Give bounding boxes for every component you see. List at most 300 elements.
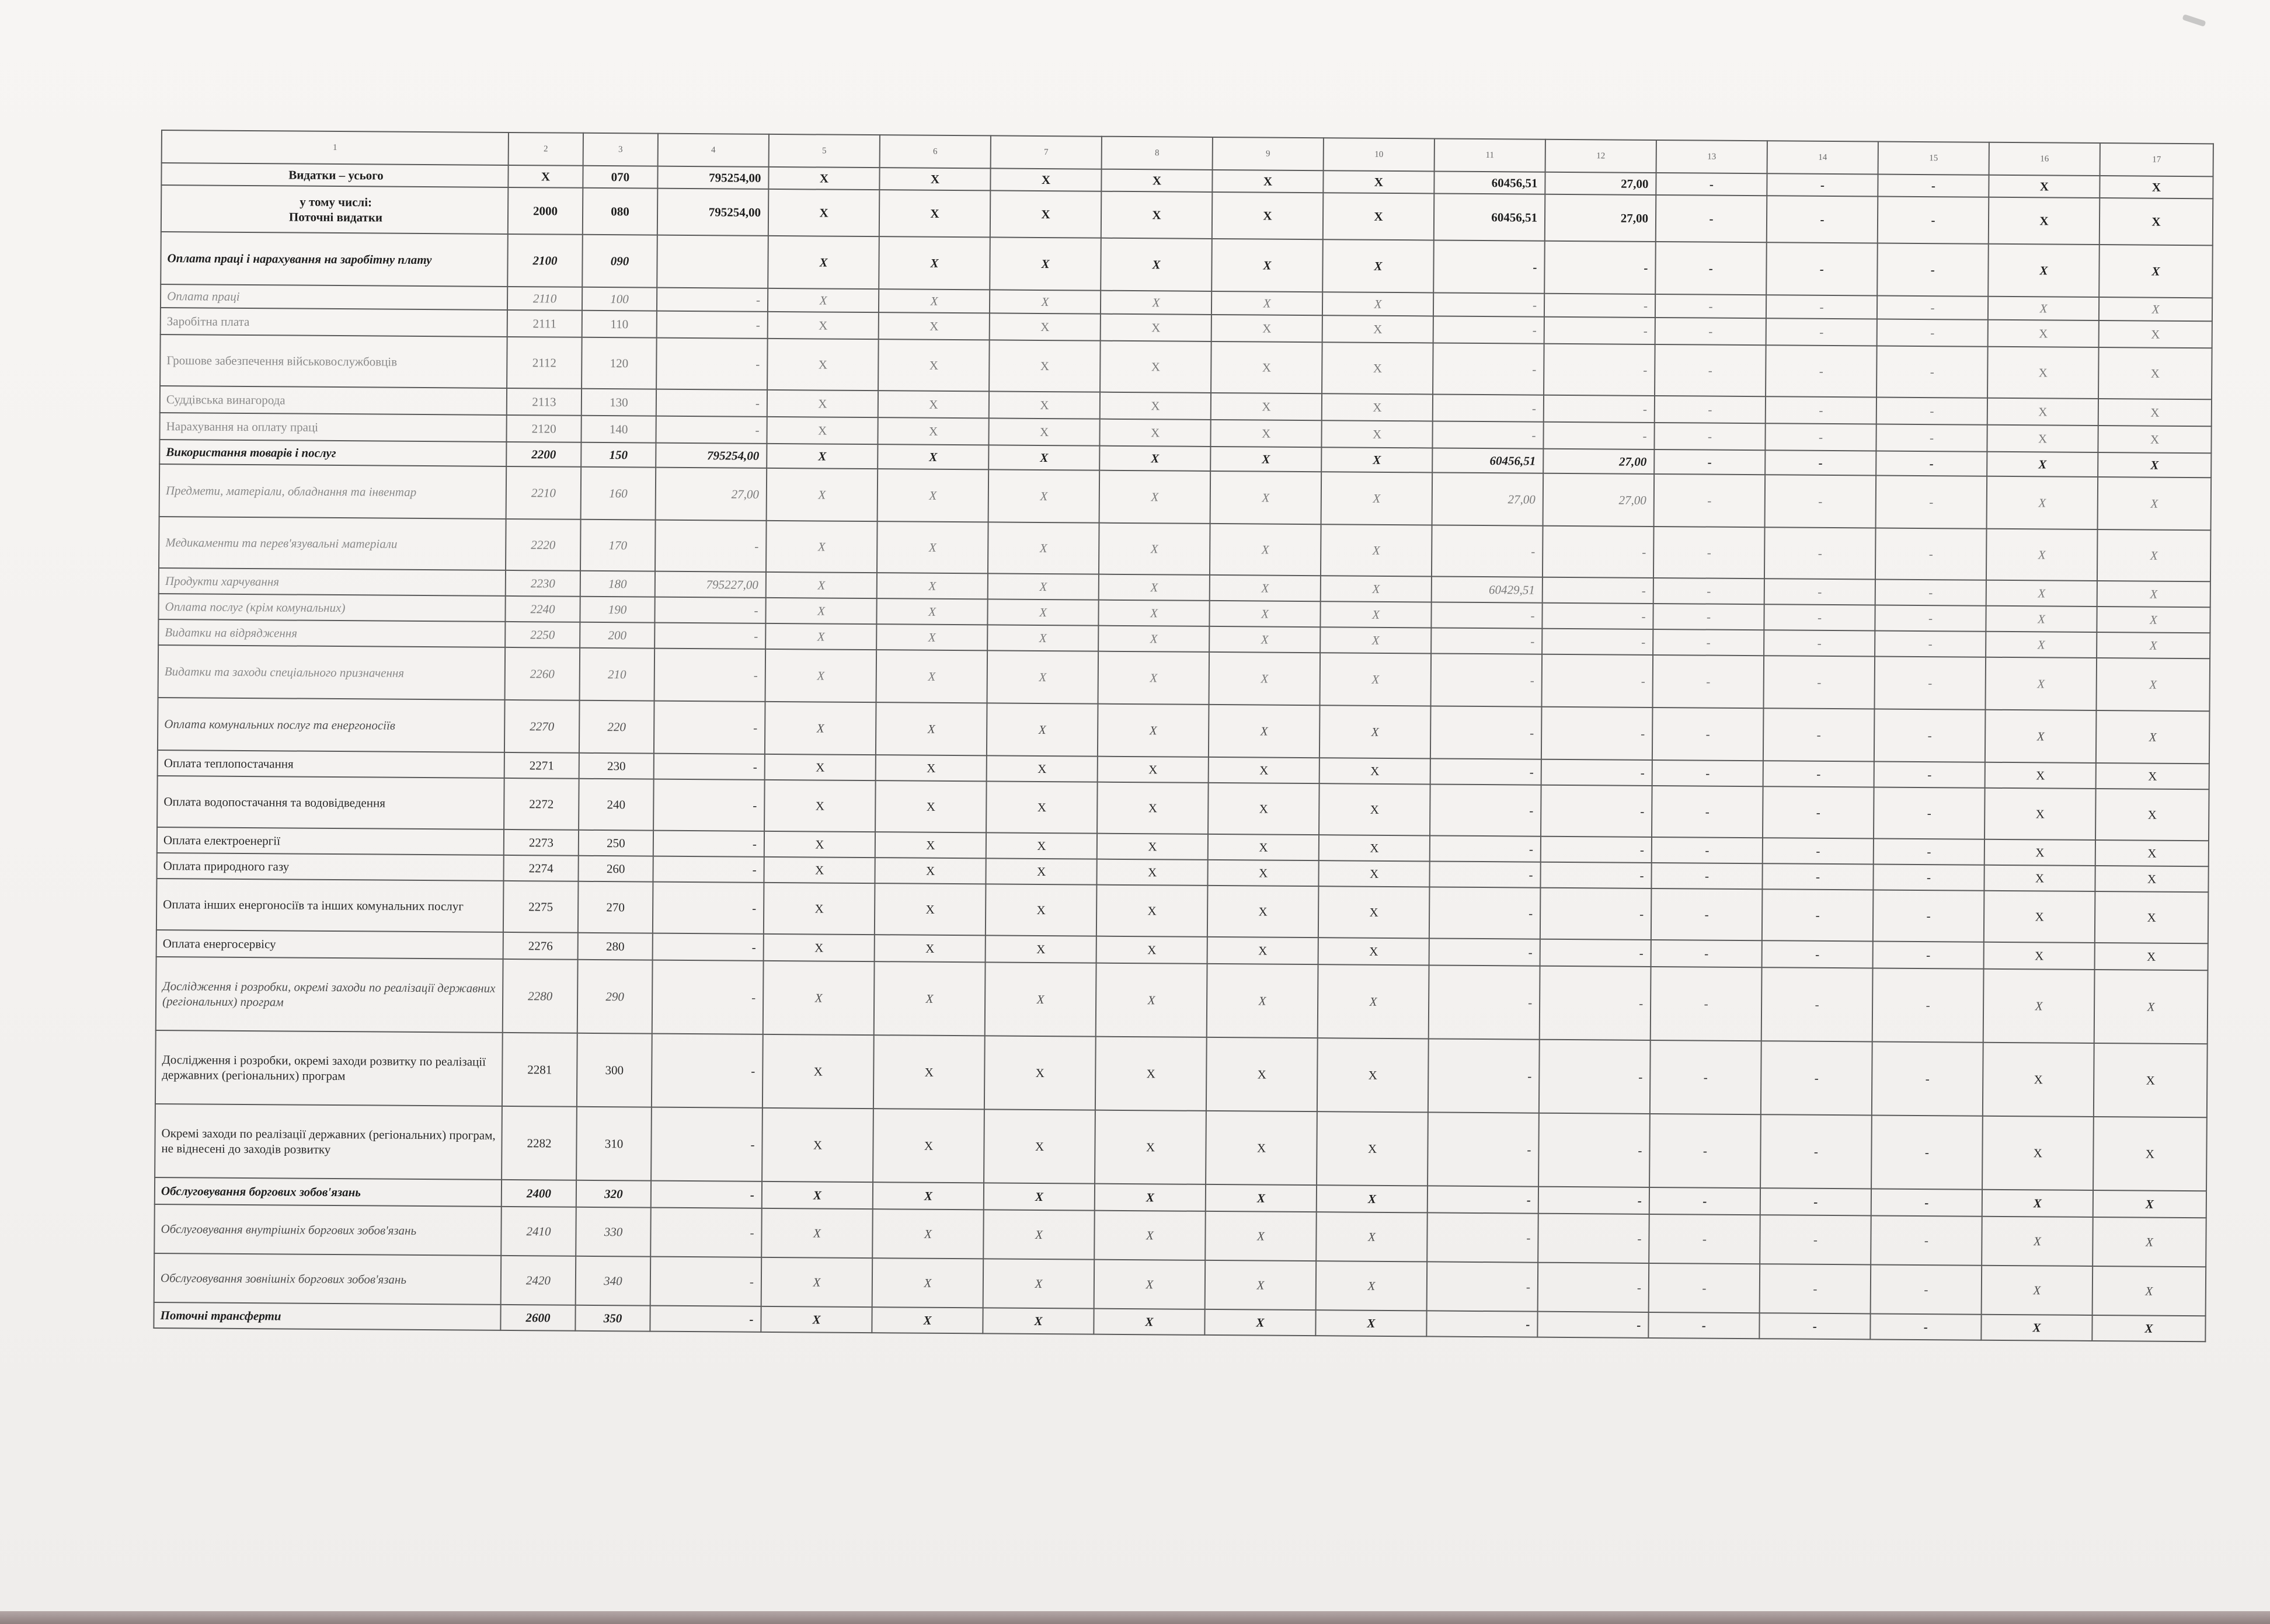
cell-c12: - — [1544, 241, 1656, 294]
cell-c15: - — [1872, 968, 1984, 1042]
cell-c13: - — [1651, 967, 1762, 1041]
cell-c13: - — [1648, 1312, 1759, 1339]
cell-c6: Х — [875, 935, 986, 962]
cell-c13: - — [1653, 629, 1764, 656]
cell-kekv: 2420 — [501, 1256, 576, 1305]
column-number-2: 2 — [509, 133, 583, 166]
cell-c10: Х — [1319, 705, 1431, 758]
cell-c9: Х — [1205, 1260, 1317, 1310]
cell-c16: Х — [1987, 452, 2098, 477]
row-name-cell: Видатки – усього — [161, 163, 508, 187]
cell-c4: - — [654, 597, 765, 623]
cell-c10: Х — [1317, 1111, 1428, 1186]
cell-c6: Х — [875, 832, 986, 858]
cell-c12: - — [1542, 603, 1653, 629]
cell-c8: Х — [1095, 1037, 1207, 1111]
cell-c17: Х — [2096, 710, 2210, 764]
cell-c12: - — [1538, 1113, 1650, 1187]
cell-c7: Х — [990, 313, 1101, 340]
cell-c5: Х — [764, 831, 875, 858]
cell-c7: Х — [984, 1109, 1095, 1183]
cell-kekv: 2230 — [506, 570, 580, 597]
cell-c15: - — [1875, 579, 1986, 605]
cell-c15: - — [1874, 787, 1985, 839]
cell-c13: - — [1651, 863, 1762, 889]
row-name-cell: Оплата теплопостачання — [158, 750, 504, 778]
column-number-15: 15 — [1878, 142, 1989, 175]
cell-c17: Х — [2092, 1315, 2205, 1341]
cell-c11: 60456,51 — [1434, 171, 1545, 194]
cell-c13: - — [1655, 242, 1767, 295]
cell-c14: - — [1764, 527, 1876, 579]
row-name-cell: Медикаменти та перев'язувальні матеріали — [159, 517, 506, 570]
row-name-cell: Оплата праці — [161, 284, 507, 310]
cell-code: 280 — [578, 933, 653, 960]
cell-c10: Х — [1322, 292, 1433, 316]
cell-c15: - — [1877, 319, 1988, 346]
cell-c10: Х — [1318, 860, 1429, 887]
cell-c7: Х — [983, 1308, 1094, 1334]
cell-c7: Х — [986, 884, 1097, 936]
cell-c4: 795254,00 — [657, 189, 769, 236]
column-number-9: 9 — [1213, 137, 1324, 170]
cell-c17: Х — [2095, 789, 2209, 841]
row-name-cell: Нарахування на оплату праці — [159, 413, 506, 442]
cell-c6: Х — [872, 1307, 983, 1333]
cell-c13: - — [1649, 1214, 1760, 1264]
cell-c12: - — [1544, 317, 1655, 344]
cell-c16: Х — [1985, 762, 2096, 789]
cell-c5: Х — [762, 1108, 873, 1182]
cell-c4: - — [654, 623, 765, 649]
column-number-17: 17 — [2100, 143, 2213, 176]
cell-c13: - — [1653, 604, 1764, 630]
cell-c6: Х — [876, 702, 987, 755]
cell-c17: Х — [2098, 347, 2212, 399]
cell-c14: - — [1759, 1313, 1870, 1339]
cell-c17: Х — [2095, 866, 2208, 892]
cell-c8: Х — [1101, 291, 1211, 315]
cell-c9: Х — [1212, 170, 1323, 193]
cell-code: 150 — [581, 442, 656, 468]
cell-c16: Х — [1982, 1266, 2093, 1315]
cell-kekv: 2400 — [502, 1180, 576, 1207]
cell-c6: Х — [876, 598, 987, 625]
cell-c16: Х — [1983, 969, 2095, 1043]
cell-c11: - — [1430, 653, 1542, 706]
cell-c12: - — [1540, 862, 1651, 888]
cell-c5: Х — [767, 417, 878, 444]
row-name-cell: Заробітна плата — [161, 308, 507, 337]
cell-c9: Х — [1212, 192, 1324, 239]
cell-kekv: 2600 — [500, 1305, 575, 1331]
row-name-cell: Оплата праці і нарахування на заробітну плату — [161, 232, 508, 287]
cell-c13: - — [1653, 527, 1765, 578]
cell-code: 250 — [579, 830, 653, 856]
cell-c15: - — [1870, 1313, 1981, 1340]
cell-code: 180 — [580, 571, 655, 597]
cell-c16: Х — [1985, 657, 2097, 710]
cell-c16: Х — [1986, 606, 2097, 632]
cell-c11: - — [1433, 394, 1544, 421]
cell-code: 240 — [579, 779, 654, 831]
cell-c16: Х — [1983, 1043, 2094, 1117]
cell-c14: - — [1763, 786, 1874, 838]
cell-c10: Х — [1321, 472, 1433, 525]
cell-c17: Х — [2094, 970, 2208, 1044]
cell-c12: - — [1540, 966, 1651, 1040]
cell-c10: Х — [1318, 964, 1429, 1038]
cell-c10: Х — [1315, 1310, 1426, 1336]
cell-c7: Х — [985, 962, 1096, 1036]
cell-c15: - — [1871, 1264, 1982, 1314]
cell-c15: - — [1871, 1115, 1983, 1189]
cell-c5: Х — [768, 236, 879, 289]
cell-kekv: 2275 — [503, 881, 579, 933]
cell-c10: Х — [1321, 524, 1432, 576]
cell-c11: - — [1433, 292, 1544, 316]
cell-c5: Х — [764, 857, 875, 883]
cell-c15: - — [1874, 761, 1985, 787]
cell-c13: - — [1650, 1040, 1761, 1114]
row-name-cell: Оплата природного газу — [156, 853, 503, 881]
cell-c14: - — [1766, 345, 1877, 397]
cell-c17: Х — [2093, 1266, 2206, 1316]
cell-c9: Х — [1211, 393, 1322, 420]
cell-c5: Х — [764, 883, 875, 935]
cell-code: 130 — [582, 389, 656, 416]
cell-c15: - — [1878, 175, 1989, 197]
cell-c7: Х — [987, 625, 1098, 651]
cell-kekv: 2113 — [507, 388, 582, 416]
cell-c16: Х — [1988, 297, 2099, 320]
cell-c15: - — [1876, 424, 1987, 451]
cell-c9: Х — [1209, 652, 1321, 705]
cell-c13: - — [1655, 396, 1766, 423]
cell-c17: Х — [2093, 1217, 2206, 1267]
cell-code: 070 — [583, 166, 657, 189]
cell-c14: - — [1760, 1215, 1871, 1264]
cell-c9: Х — [1208, 783, 1319, 835]
cell-c11: - — [1430, 706, 1542, 759]
column-number-3: 3 — [583, 133, 658, 166]
cell-c12: - — [1537, 1312, 1648, 1338]
cell-c16: Х — [1984, 839, 2095, 866]
column-number-4: 4 — [658, 134, 769, 167]
cell-c14: - — [1765, 450, 1876, 475]
cell-c15: - — [1874, 656, 1986, 709]
cell-code: 270 — [578, 881, 653, 933]
cell-c17: Х — [2098, 399, 2212, 426]
cell-c16: Х — [1984, 788, 2096, 840]
cell-c8: Х — [1101, 314, 1211, 341]
cell-c17: Х — [2097, 581, 2210, 607]
cell-c17: Х — [2097, 632, 2210, 658]
cell-c14: - — [1762, 940, 1873, 968]
cell-c17: Х — [2099, 297, 2212, 321]
cell-c6: Х — [878, 339, 990, 391]
cell-c15: - — [1872, 1041, 1983, 1116]
cell-c11: - — [1433, 240, 1545, 293]
cell-c11: - — [1431, 602, 1542, 628]
cell-c9: Х — [1211, 291, 1322, 315]
cell-c4: - — [654, 649, 766, 702]
cell-c14: - — [1763, 656, 1875, 709]
column-number-12: 12 — [1545, 140, 1656, 173]
cell-c10: Х — [1321, 420, 1432, 448]
cell-c9: Х — [1210, 524, 1321, 576]
cell-c10: Х — [1320, 627, 1431, 653]
cell-c11: - — [1432, 525, 1543, 577]
cell-c11: 60456,51 — [1432, 448, 1543, 473]
cell-c5: Х — [765, 754, 876, 780]
cell-code: 080 — [583, 188, 658, 235]
cell-c8: Х — [1098, 626, 1209, 652]
cell-c4: - — [657, 311, 768, 339]
cell-c16: Х — [1986, 580, 2097, 607]
cell-c15: - — [1871, 1215, 1982, 1265]
cell-c5: Х — [763, 961, 875, 1035]
cell-c4: - — [653, 882, 764, 934]
table-row — [155, 1104, 2207, 1191]
cell-c7: Х — [986, 832, 1097, 859]
cell-c8: Х — [1098, 651, 1210, 705]
cell-c12: - — [1541, 654, 1653, 708]
cell-c8: Х — [1096, 936, 1207, 964]
cell-c11: - — [1430, 784, 1541, 836]
cell-c12: - — [1538, 1263, 1649, 1312]
cell-c11: - — [1426, 1311, 1537, 1337]
cell-c13: - — [1651, 888, 1763, 940]
cell-c12: - — [1543, 422, 1654, 449]
row-name-cell: Предмети, матеріали, обладнання та інвентар — [159, 464, 507, 519]
cell-c14: - — [1763, 761, 1874, 787]
cell-c12: - — [1539, 1040, 1651, 1114]
cell-c12: 27,00 — [1545, 172, 1656, 195]
cell-kekv: 2240 — [505, 596, 580, 622]
cell-c16: Х — [1982, 1217, 2093, 1266]
cell-c4: 795254,00 — [656, 443, 767, 468]
cell-c13: - — [1654, 474, 1766, 527]
cell-c14: - — [1763, 838, 1874, 864]
cell-c17: Х — [2093, 1117, 2207, 1191]
cell-c10: Х — [1322, 239, 1434, 292]
cell-c16: Х — [1987, 476, 2098, 529]
cell-c6: Х — [872, 1209, 984, 1259]
cell-c14: - — [1763, 708, 1875, 761]
cell-c5: Х — [761, 1208, 873, 1258]
cell-c14: - — [1767, 173, 1878, 196]
cell-c6: Х — [873, 1182, 984, 1210]
cell-c16: Х — [1984, 942, 2095, 970]
expenditure-report-table — [153, 130, 2214, 1342]
cell-c14: - — [1766, 242, 1878, 295]
cell-kekv: 2111 — [507, 310, 582, 337]
row-name-cell: Оплата енергосервісу — [156, 930, 503, 959]
cell-c17: Х — [2098, 426, 2211, 453]
cell-c7: Х — [986, 858, 1096, 884]
cell-c10: Х — [1320, 601, 1431, 628]
cell-c15: - — [1876, 397, 1987, 424]
cell-c17: Х — [2093, 1190, 2206, 1218]
cell-c7: Х — [990, 168, 1101, 191]
cell-c15: - — [1876, 346, 1988, 398]
cell-c10: Х — [1321, 447, 1432, 472]
cell-c9: Х — [1204, 1309, 1315, 1336]
cell-c11: 60456,51 — [1434, 193, 1545, 241]
cell-c8: Х — [1098, 704, 1209, 757]
cell-c5: Х — [766, 521, 878, 573]
cell-c11: - — [1433, 343, 1544, 395]
cell-c13: - — [1654, 449, 1765, 475]
cell-c4: 795227,00 — [655, 571, 766, 598]
cell-c10: Х — [1318, 938, 1429, 965]
row-name-cell: Суддівська винагорода — [160, 386, 507, 415]
cell-code: 350 — [575, 1305, 650, 1332]
cell-c8: Х — [1099, 446, 1210, 471]
cell-c13: - — [1656, 195, 1767, 242]
cell-code: 330 — [576, 1207, 651, 1257]
cell-c15: - — [1871, 1189, 1982, 1216]
cell-c9: Х — [1210, 447, 1321, 472]
cell-c4: - — [654, 754, 765, 780]
cell-c17: Х — [2095, 840, 2209, 866]
cell-c8: Х — [1101, 191, 1213, 239]
row-name-cell: Обслуговування боргових зобов'язань — [155, 1177, 502, 1207]
cell-c7: Х — [983, 1210, 1095, 1259]
cell-c8: Х — [1101, 169, 1212, 192]
cell-kekv: Х — [508, 165, 583, 188]
row-name-cell: Оплата електроенергії — [157, 827, 504, 855]
cell-c5: Х — [768, 288, 879, 312]
cell-c13: - — [1655, 344, 1766, 396]
cell-c7: Х — [987, 599, 1098, 625]
column-number-16: 16 — [1989, 142, 2100, 176]
cell-c9: Х — [1210, 471, 1322, 524]
cell-c7: Х — [988, 418, 1099, 445]
cell-c9: Х — [1207, 937, 1318, 964]
cell-c4: - — [656, 389, 767, 417]
cell-c14: - — [1764, 604, 1875, 630]
cell-c5: Х — [765, 649, 877, 702]
cell-c13: - — [1652, 786, 1763, 838]
cell-kekv: 2110 — [507, 287, 582, 311]
cell-kekv: 2271 — [504, 752, 579, 779]
cell-code: 100 — [582, 287, 657, 311]
cell-c5: Х — [767, 390, 878, 417]
cell-c4: 27,00 — [656, 468, 767, 521]
row-name-cell: Грошове забезпечення військовослужбовців — [160, 334, 507, 388]
cell-c5: Х — [761, 1306, 872, 1333]
cell-c6: Х — [875, 780, 987, 832]
cell-c14: - — [1764, 578, 1875, 605]
cell-c16: Х — [1985, 710, 2097, 763]
cell-c9: Х — [1209, 626, 1320, 653]
row-name-cell: Оплата водопостачання та водовідведення — [157, 776, 504, 830]
cell-c8: Х — [1098, 600, 1209, 626]
cell-c14: - — [1761, 967, 1873, 1041]
cell-c9: Х — [1206, 1037, 1318, 1111]
column-number-5: 5 — [769, 134, 880, 168]
cell-c15: - — [1875, 630, 1986, 657]
cell-c4: - — [653, 856, 764, 883]
cell-c13: - — [1649, 1114, 1761, 1188]
cell-c10: Х — [1318, 886, 1430, 938]
cell-c16: Х — [1986, 632, 2097, 658]
cell-c17: Х — [2099, 320, 2212, 348]
cell-c9: Х — [1211, 315, 1322, 342]
cell-c11: - — [1432, 421, 1543, 448]
cell-c6: Х — [874, 961, 986, 1036]
cell-c15: - — [1875, 528, 1987, 580]
cell-c11: 60429,51 — [1432, 576, 1543, 602]
cell-code: 160 — [581, 467, 656, 520]
cell-c6: Х — [879, 190, 991, 237]
cell-c6: Х — [876, 650, 988, 703]
cell-c15: - — [1873, 864, 1984, 890]
cell-c9: Х — [1211, 341, 1322, 393]
cell-c14: - — [1766, 318, 1877, 346]
cell-c7: Х — [988, 573, 1099, 600]
row-name-cell: Використання товарів і послуг — [159, 440, 506, 466]
cell-c13: - — [1651, 940, 1762, 967]
cell-c4: - — [650, 1208, 762, 1257]
row-name-cell: Оплата комунальних послуг та енергоносіїв — [158, 698, 505, 752]
cell-c8: Х — [1096, 885, 1208, 937]
cell-code: 090 — [582, 235, 657, 288]
cell-code: 260 — [578, 856, 653, 882]
cell-c8: Х — [1099, 471, 1211, 524]
cell-c14: - — [1760, 1188, 1871, 1215]
cell-c13: - — [1652, 837, 1763, 863]
cell-kekv: 2120 — [506, 415, 581, 442]
report-table-container — [153, 130, 2195, 1342]
cell-c9: Х — [1206, 1184, 1317, 1212]
cell-code: 200 — [580, 622, 654, 649]
cell-c11: - — [1429, 938, 1540, 966]
cell-code: 310 — [576, 1107, 652, 1181]
cell-c5: Х — [765, 598, 876, 624]
cell-c9: Х — [1211, 239, 1323, 292]
cell-c9: Х — [1207, 860, 1318, 886]
cell-c12: - — [1541, 707, 1653, 760]
cell-c6: Х — [877, 521, 988, 573]
column-number-8: 8 — [1102, 137, 1213, 170]
cell-kekv: 2276 — [503, 932, 578, 960]
cell-c7: Х — [988, 522, 1099, 574]
cell-c4: - — [657, 288, 768, 312]
cell-c4: - — [651, 1107, 763, 1182]
cell-c7: Х — [987, 650, 1099, 703]
cell-c12: - — [1538, 1187, 1649, 1214]
cell-c7: Х — [990, 237, 1101, 290]
cell-c15: - — [1874, 838, 1984, 865]
cell-c10: Х — [1323, 193, 1435, 240]
cell-c13: - — [1649, 1187, 1760, 1215]
cell-code: 110 — [582, 311, 657, 338]
cell-c9: Х — [1208, 834, 1319, 860]
cell-kekv: 2200 — [506, 442, 581, 467]
cell-c12: 27,00 — [1543, 473, 1655, 527]
cell-c16: Х — [1989, 175, 2100, 198]
cell-c16: Х — [1989, 197, 2100, 245]
cell-c14: - — [1760, 1114, 1872, 1189]
cell-c5: Х — [764, 780, 876, 832]
cell-kekv: 2000 — [508, 187, 583, 235]
cell-c5: Х — [765, 623, 876, 650]
table-row — [155, 1030, 2208, 1117]
cell-c6: Х — [875, 858, 986, 884]
